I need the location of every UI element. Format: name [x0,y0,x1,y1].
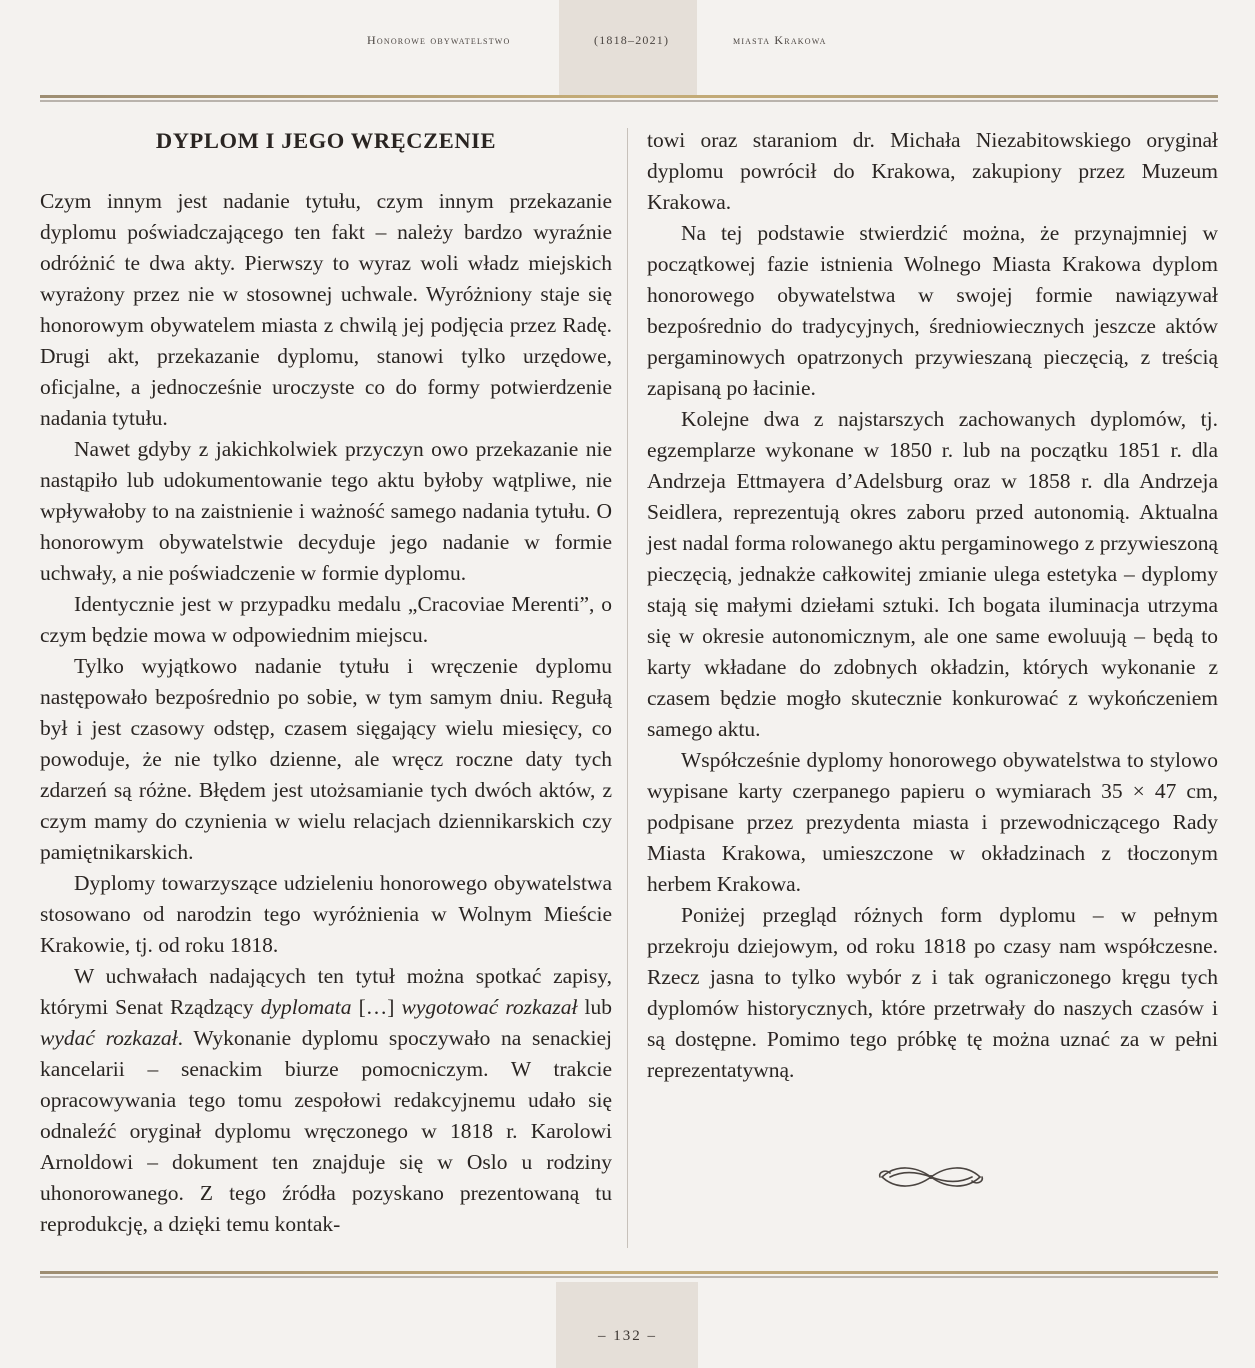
top-rule [40,95,1218,102]
flourish-ornament-icon [876,1160,986,1194]
spine-shadow-bottom [556,1282,698,1368]
quoted-phrase: wygotować rozkazał [401,995,578,1019]
left-column [40,125,612,1240]
text-run: W uchwałach nadających ten tytuł można spotkać zapisy, którymi Senat Rządzący [40,964,612,1019]
text-run: […] [351,995,402,1019]
paragraph: Współcześnie dyplomy honorowego obywatelstwa to stylowo wypisane karty czerpanego papieru o wymiarach 35 × 47 cm, podpisane przez prezydenta miasta i przewodniczącego Rady Miasta Krakowa, umieszczone w okładzinach z tłoczonym herbem Krakowa. [647,748,1218,896]
text-run: lub [577,995,613,1019]
latin-term: dyplomata [260,995,352,1019]
page-number: – 132 – [598,1328,657,1344]
running-head-title: Honorowe obywatelstwo [367,33,511,47]
bottom-rule [40,1271,1218,1278]
paragraph: Na tej podstawie stwierdzić można, że przynajmniej w początkowej fazie istnienia Wolnego Miasta Krakowa dyplom honorowego obywatelstwa w swojej formie nawiązywał bezpośrednio do tradycyjnych, średniowiecznych jeszcze aktów pergaminowych opatrzonych przywieszaną pieczęcią, z treścią zapisaną po łacinie. [647,221,1218,400]
quoted-phrase: wydać rozkazał [40,1026,178,1050]
running-head-years: (1818–2021) [594,33,670,47]
paragraph [40,961,612,1240]
running-head-city: miasta Krakowa [733,33,827,47]
paragraph: Poniżej przegląd różnych form dyplomu – w pełnym przekroju dziejowym, od roku 1818 po czasy nam współczesne. Rzecz jasna to tylko wybór z i tak ograniczonego kręgu tych dyplomów historycznych, które przetrwały do naszych czasów i są dostępne. Pomimo tego próbkę tę można uznać za w pełni reprezentatywną. [647,903,1218,1082]
right-column [647,125,1218,1086]
paragraph: Nawet gdyby z jakichkolwiek przyczyn owo przekazanie nie nastąpiło lub udokumentowanie tego aktu byłoby wątpliwe, nie wpływałoby to na zaistnienie i ważność samego nadania tytułu. O honorowym obywatelstwie decyduje jego nadanie w formie uchwały, a nie poświadczenie w formie dyplomu. [40,437,612,585]
paragraph: Tylko wyjątkowo nadanie tytułu i wręczenie dyplomu następowało bezpośrednio po sobie, w tym samym dniu. Regułą był i jest czasowy odstęp, czasem sięgający wielu miesięcy, co powoduje, że nie tylko dzienne, ale wręcz roczne daty tych zdarzeń są różne. Błędem jest utożsamianie tych dwóch aktów, z czym mamy do czynienia w wielu relacjach dziennikarskich czy pamiętnikarskich. [40,654,612,864]
paragraph: Dyplomy towarzyszące udzieleniu honorowego obywatelstwa stosowano od narodzin tego wyróżnienia w Wolnym Mieście Krakowie, tj. od roku 1818. [40,871,612,957]
running-head [0,33,1255,53]
column-divider [627,128,628,1248]
paragraph-continuation: towi oraz staraniom dr. Michała Niezabitowskiego oryginał dyplomu powrócił do Krakowa, zakupiony przez Muzeum Krakowa. [647,128,1218,214]
paragraph: Czym innym jest nadanie tytułu, czym innym przekazanie dyplomu poświadczającego ten fakt – należy bardzo wyraźnie odróżnić te dwa akty. Pierwszy to wyraz woli władz miejskich wyrażony przez nie w stosownej uchwale. Wyróżniony staje się honorowym obywatelem miasta z chwilą jej podjęcia przez Radę. Drugi akt, przekazanie dyplomu, stanowi tylko urzędowe, oficjalne, a jednocześnie uroczyste co do formy potwierdzenie nadania tytułu. [40,189,612,430]
paragraph: Kolejne dwa z najstarszych zachowanych dyplomów, tj. egzemplarze wykonane w 1850 r. lub na początku 1851 r. dla Andrzeja Ettmayera d’Adelsburg oraz w 1858 r. dla Andrzeja Seidlera, reprezentują okres zaboru przed autonomią. Aktualna jest nadal forma rolowanego aktu pergaminowego z przywieszoną pieczęcią, jednakże całkowitej zmianie ulega estetyka – dyplomy stają się małymi dziełami sztuki. Ich bogata iluminacja utrzyma się w okresie autonomicznym, ale one same ewoluują – będą to karty wkładane do zdobnych okładzin, których wykonanie z czasem będzie mogło skutecznie konkurować z wykończeniem samego aktu. [647,407,1218,741]
section-heading: DYPLOM I JEGO WRĘCZENIE [155,128,497,153]
paragraph: Identycznie jest w przypadku medalu „Cracoviae Merenti”, o czym będzie mowa w odpowiednim miejscu. [40,592,612,647]
text-run: . Wykonanie dyplomu spoczywało na senackiej kancelarii – senackim biurze pomocniczym. W trakcie opracowywania tego tomu zespołowi redakcyjnemu udało się odnaleźć oryginał dyplomu wręczonego w 1818 r. Karolowi Arnoldowi – dokument ten znajduje się w Oslo u rodziny uhonorowanego. Z tego źródła pozyskano prezentowaną tu reprodukcję, a dzięki temu kontak- [40,1026,612,1236]
